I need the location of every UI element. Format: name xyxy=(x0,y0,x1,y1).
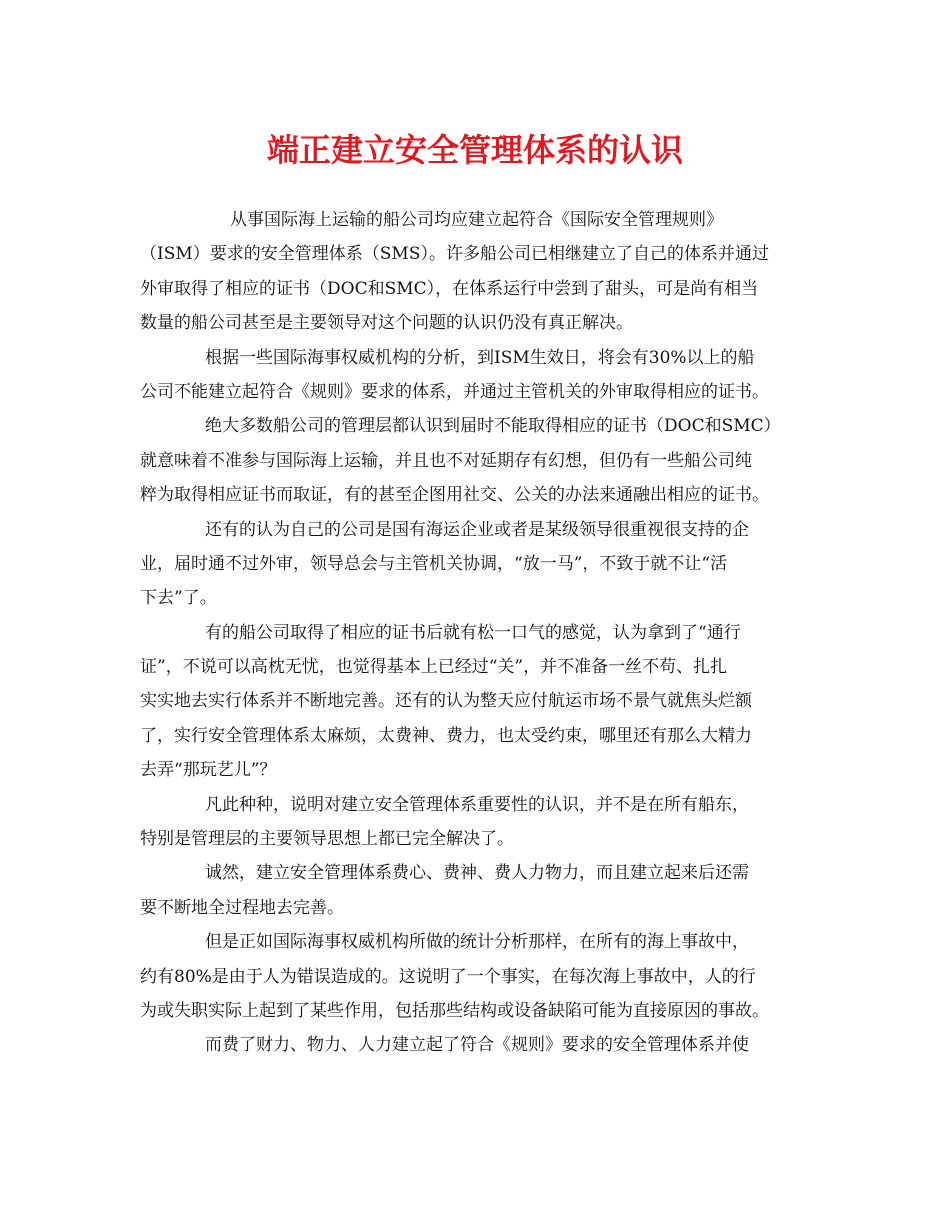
paragraph-line: 从事国际海上运输的船公司均应建立起符合《国际安全管理规则》 xyxy=(230,210,723,230)
paragraph-line: 数量的船公司甚至是主要领导对这个问题的认识仍没有真正解决。 xyxy=(140,313,633,334)
paragraph-line: 还有的认为自己的公司是国有海运企业或者是某级领导很重视很支持的企 xyxy=(205,519,749,540)
paragraph-line: 但是正如国际海事权威机构所做的统计分析那样，在所有的海上事故中， xyxy=(205,932,749,953)
paragraph xyxy=(140,788,820,857)
document-title: 端正建立安全管理体系的认识 xyxy=(266,131,683,169)
paragraph xyxy=(140,1028,820,1062)
paragraph xyxy=(140,409,820,512)
paragraph-line: 要不断地全过程地去完善。 xyxy=(140,897,344,918)
paragraph-line: （ISM）要求的安全管理体系（SMS）。许多船公司已相继建立了自己的体系并通过 xyxy=(140,244,769,265)
paragraph-line: 绝大多数船公司的管理层都认识到届时不能取得相应的证书（DOC和SMC） xyxy=(205,416,781,437)
paragraph-line: 去弄“那玩艺儿”？ xyxy=(140,760,277,781)
paragraph xyxy=(140,616,820,788)
paragraph-line: 为或失职实际上起到了某些作用，包括那些结构或设备缺陷可能为直接原因的事故。 xyxy=(140,1000,769,1021)
paragraph-line: 而费了财力、物力、人力建立起了符合《规则》要求的安全管理体系并使 xyxy=(205,1035,749,1056)
paragraph-line: 凡此种种，说明对建立安全管理体系重要性的认识，并不是在所有船东， xyxy=(205,794,749,815)
paragraph-line: 特别是管理层的主要领导思想上都已完全解决了。 xyxy=(140,829,514,850)
paragraph-line: 约有80%是由于人为错误造成的。这说明了一个事实，在每次海上事故中，人的行 xyxy=(140,966,756,987)
paragraph-line: 就意味着不准参与国际海上运输，并且也不对延期存有幻想，但仍有一些船公司纯 xyxy=(140,450,752,471)
paragraph-line: 根据一些国际海事权威机构的分析，到ISM生效日，将会有30%以上的船 xyxy=(205,347,755,368)
paragraph-line: 实实地去实行体系并不断地完善。还有的认为整天应付航运市场不景气就焦头烂额 xyxy=(140,691,752,712)
paragraph-line: 证”，不说可以高枕无忧，也觉得基本上已经过“关”，并不准备一丝不苟、扎扎 xyxy=(140,657,728,678)
paragraph-line: 业，届时通不过外审，领导总会与主管机关协调，“放一马”，不致于就不让“活 xyxy=(140,553,728,574)
paragraph-line: 外审取得了相应的证书（DOC和SMC），在体系运行中尝到了甜头，可是尚有相当 xyxy=(140,278,759,299)
paragraph-line: 下去”了。 xyxy=(140,588,217,609)
paragraph-line: 了，实行安全管理体系太麻烦，太费神、费力，也太受约束，哪里还有那么大精力 xyxy=(140,725,752,746)
paragraph xyxy=(140,925,820,1028)
paragraph xyxy=(140,856,820,925)
paragraph xyxy=(140,513,820,616)
paragraph xyxy=(140,203,820,341)
paragraph-line: 诚然，建立安全管理体系费心、费神、费人力物力，而且建立起来后还需 xyxy=(205,863,749,884)
paragraph-line: 粹为取得相应证书而取证，有的甚至企图用社交、公关的办法来通融出相应的证书。 xyxy=(140,485,769,506)
paragraph xyxy=(140,341,820,410)
paragraph-line: 有的船公司取得了相应的证书后就有松一口气的感觉，认为拿到了“通行 xyxy=(205,622,741,643)
paragraph-line: 公司不能建立起符合《规则》要求的体系，并通过主管机关的外审取得相应的证书。 xyxy=(140,381,769,402)
document-body xyxy=(140,203,820,1063)
